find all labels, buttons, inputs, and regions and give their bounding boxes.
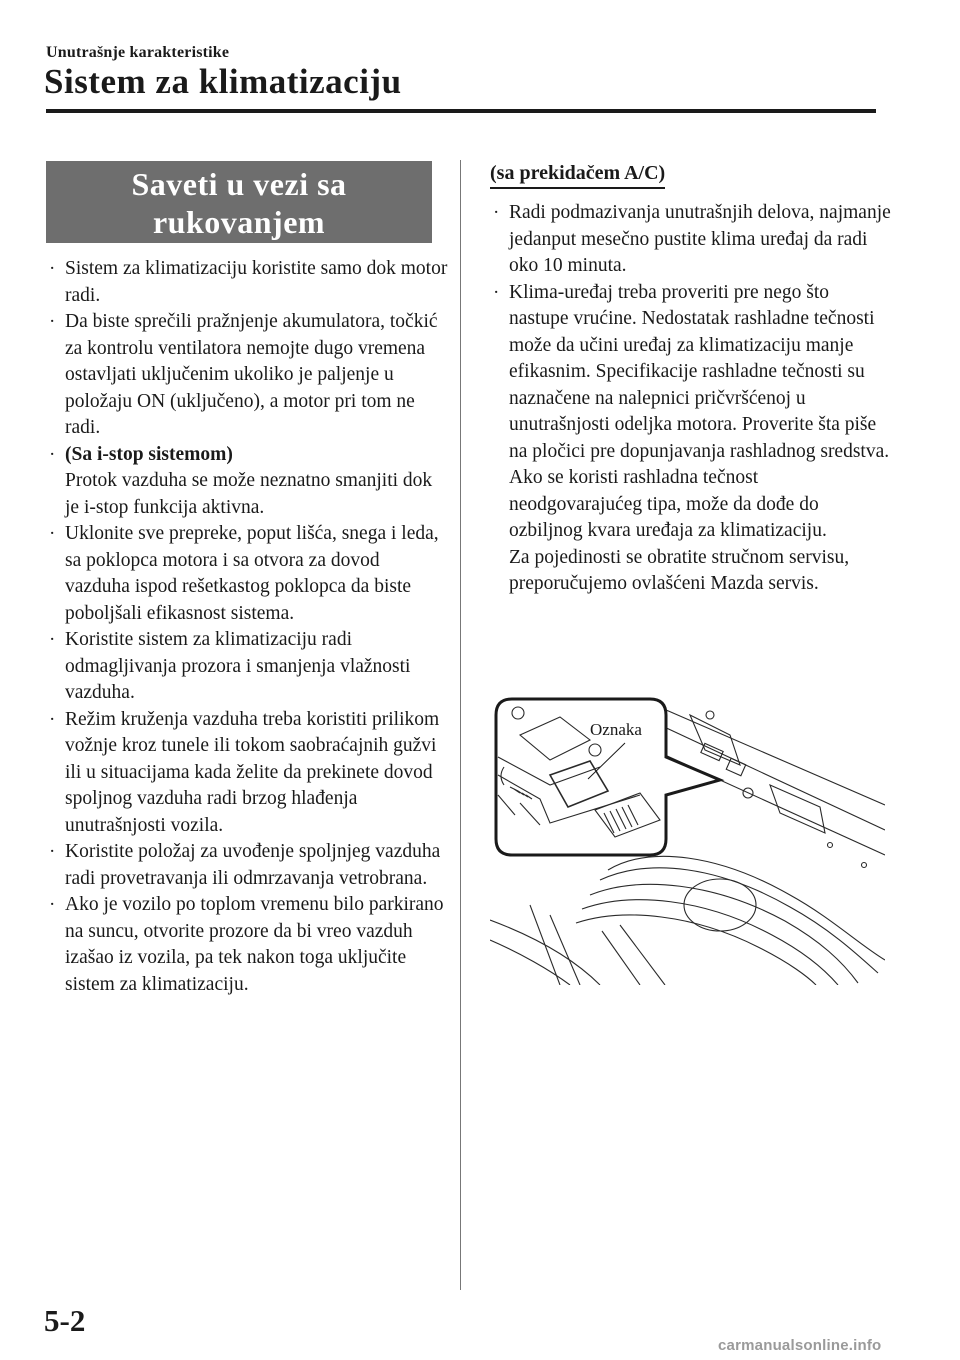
page-title: Sistem za klimatizaciju (44, 62, 402, 101)
list-item (48, 839, 448, 892)
chapter-subtitle: Unutrašnje karakteristike (46, 44, 230, 61)
list-item (48, 442, 448, 522)
section-title-line-1: Saveti u vezi sa (131, 166, 347, 202)
page-number: 5-2 (44, 1303, 86, 1338)
watermark: carmanualsonline.info (718, 1337, 882, 1354)
section-title-box (46, 161, 432, 243)
bullet-icon: · (493, 202, 500, 223)
list-item (48, 309, 448, 442)
list-item-text: Ako je vozilo po toplom vremenu bilo parkirano na suncu, otvorite prozore da bi vreo vazduh izašao iz vozila, pa tek nakon toga uključite sistem za klimatizaciju. (65, 894, 444, 995)
bullet-icon: · (49, 523, 56, 544)
bullet-icon: · (49, 841, 56, 862)
bullet-icon: · (49, 258, 56, 279)
list-item (492, 280, 892, 598)
list-item-text: Da biste sprečili pražnjenje akumulatora, točkić za kontrolu ventilatora nemojte dugo vremena ostavljati uključenim ukoliko je paljenje u položaju ON (uključeno), a motor pri tom ne radi. (65, 311, 438, 438)
bullet-icon: · (49, 443, 56, 465)
bullet-icon: · (49, 708, 56, 730)
left-bullet-list (48, 256, 448, 998)
engine-bay-label-illustration (490, 695, 885, 985)
bullet-icon: · (49, 629, 56, 650)
list-item-text: Sistem za klimatizaciju koristite samo dok motor radi. (65, 258, 448, 306)
list-item (48, 521, 448, 627)
bullet-icon: · (49, 311, 56, 332)
list-item (48, 707, 448, 840)
list-item-text: Koristite sistem za klimatizaciju radi odmagljivanja prozora i smanjenja vlažnosti vazduha. (65, 629, 411, 703)
list-item-text: Radi podmazivanja unutrašnjih delova, najmanje jedanput mesečno pustite klima uređaj da radi oko 10 minuta. (509, 202, 891, 276)
section-title-line-2: rukovanjem (152, 204, 326, 240)
list-item (48, 627, 448, 707)
list-item-text: Koristite položaj za uvođenje spoljnjeg vazduha radi provetravanja ili odmrzavanja vetrobrana. (65, 841, 441, 889)
header-rule (46, 109, 876, 113)
list-item-text: Klima-uređaj treba proveriti pre nego što nastupe vrućine. Nedostatak rashladne tečnosti može da učini uređaj za klimatizaciju manje efikasnim. Specifikacije rashladne tečnosti su naznačene na nalepnici pričvršćenoj u unutrašnjosti odeljka motora. Proverite šta piše na pločici pre dopunjavanja rashladnog sredstva. Ako se koristi rashladna tečnost neodgovarajućeg tipa, može da dođe do ozbiljnog kvara uređaja za klimatizaciju. Za pojedinosti se obratite stručnom servisu, preporučujemo ovlašćeni Mazda servis. (509, 281, 890, 594)
bullet-icon: · (493, 281, 500, 303)
right-bullet-list (492, 200, 892, 598)
list-item (492, 200, 892, 280)
column-divider (460, 160, 461, 1290)
list-item-heading: (Sa i-stop sistemom) (65, 443, 233, 465)
subsection-heading: (sa prekidačem A/C) (490, 162, 665, 189)
list-item (48, 892, 448, 998)
list-item-text: Režim kruženja vazduha treba koristiti prilikom vožnje kroz tunele ili tokom saobraćajnih gužvi ili u situacijama kada želite da prekinete dovod spoljnog vazduha radi brzog hlađenja unutrašnjosti vozila. (65, 708, 440, 836)
bullet-icon: · (49, 894, 56, 915)
list-item-text: Protok vazduha se može neznatno smanjiti dok je i-stop funkcija aktivna. (65, 470, 433, 518)
figure-label: Oznaka (590, 720, 642, 739)
list-item-text: Uklonite sve prepreke, poput lišća, snega i leda, sa poklopca motora i sa otvora za dovod vazduha ispod rešetkastog poklopca da biste poboljšali efikasnost sistema. (65, 523, 439, 624)
list-item (48, 256, 448, 309)
